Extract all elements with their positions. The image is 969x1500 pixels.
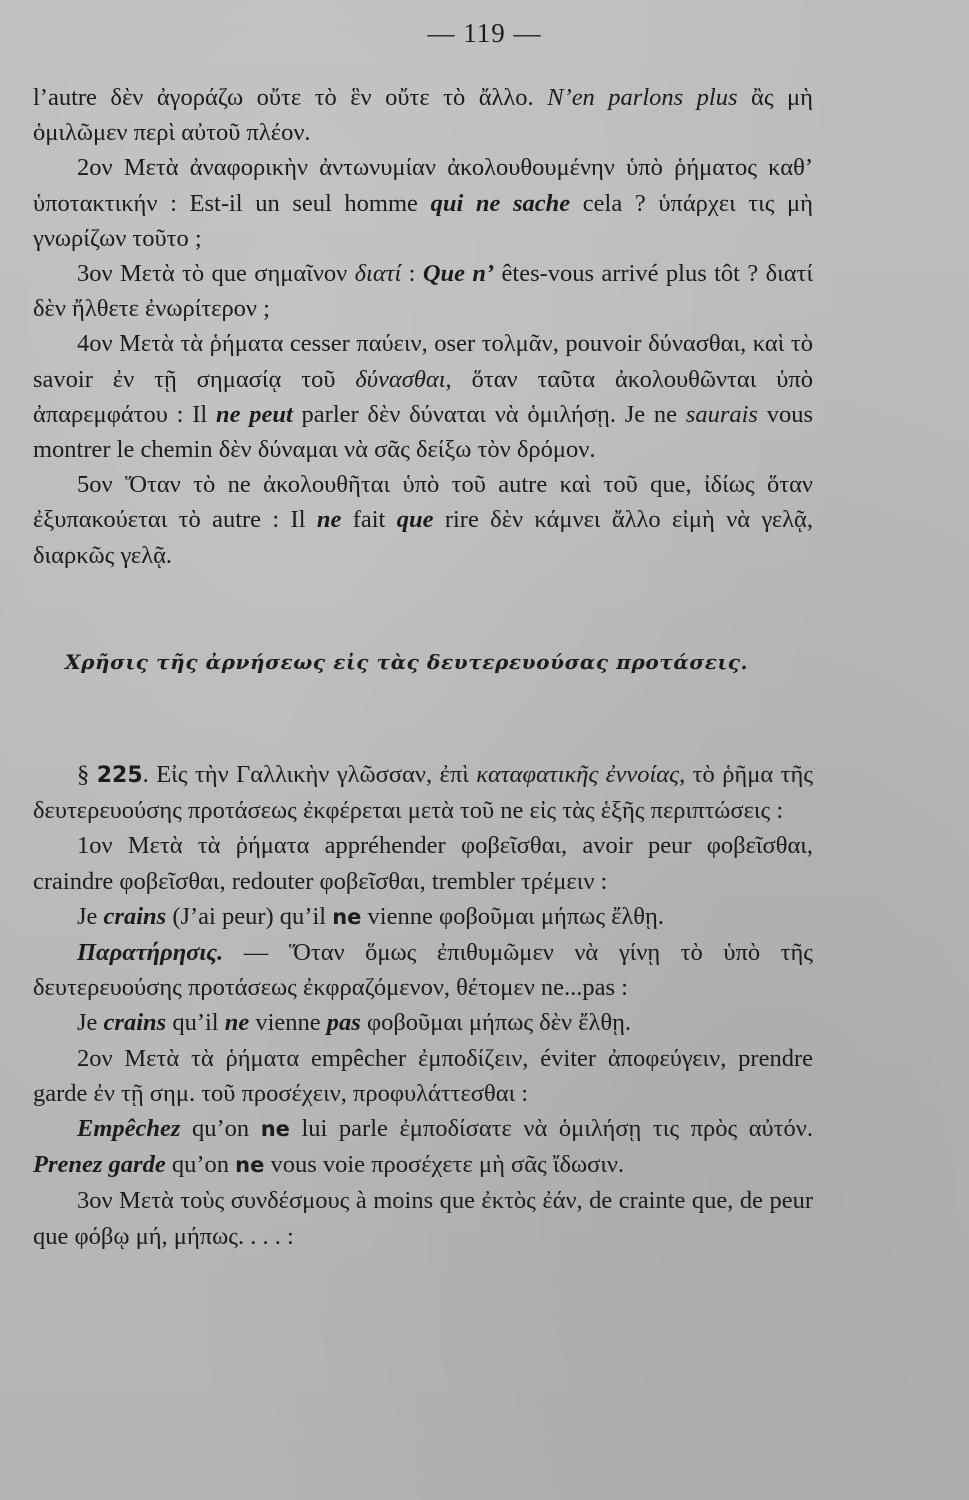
text-run: , ὅταν ταῦτα ἀκολουθῶνται ὑπὸ ἀπαρεμφάτου : Il [33,365,813,428]
text-run: — Ὅταν ὅμως ἐπιθυμῶμεν νὰ γίνῃ τὸ ὑπὸ τῆς δευτερευούσης προτάσεως ἐκφραζόμενον, θέτομεν ne...pas : [33,939,813,1002]
text-run: lui parle ἐμποδίσατε νὰ ὁμιλήσῃ τις πρὸς αὐτόν. [289,1115,813,1143]
page-number: — 119 — [427,18,542,48]
french-example: ne [316,506,342,534]
text-run: 1ον Μετὰ τὰ ῥήματα appréhender φοβεῖσθαι, avoir peur φοβεῖσθαι, craindre φοβεῖσθαι, redouter φοβεῖσθαι, trembler τρέμειν : [33,832,813,895]
text-run: fait [341,506,397,534]
french-example: N’en parlons plus [547,84,738,111]
example-line-3 [33,1111,813,1183]
french-example: Prenez garde [33,1151,166,1179]
text-run: 2ον Μετὰ ἀναφορικὴν ἀντωνυμίαν ἀκολουθουμένην ὑπὸ ῥήματος καθ’ ὑποτακτικήν : Est-il un seul homme [33,154,813,217]
negation-particle: ne [235,1153,265,1178]
negation-particle: ne [260,1117,290,1142]
text-run: vienne [249,1009,327,1037]
text-block-lower [33,757,813,1254]
paragraph-case-3 [33,1183,813,1253]
paragraph-number: 225 [96,763,143,788]
paragraph-case-1 [33,828,813,898]
paragraph-225 [33,757,813,828]
text-run: 4ον Μετὰ τὰ ῥήματα cesser παύειν, oser τολμᾶν, pouvoir δύνασθαι, καὶ τὸ savoir ἐν τῇ σημασίᾳ τοῦ [33,330,813,393]
text-run: : [401,260,423,288]
text-run: Je [77,902,104,930]
french-example: Que n’ [422,260,495,288]
french-example: ne [224,1009,250,1037]
french-example: saurais [685,400,758,428]
section-heading: Χρῆσις τῆς ἀρνήσεως εἰς τὰς δευτερευούσας προτάσεις. [65,650,749,674]
paragraph-continuation [33,80,813,150]
text-run: , τὸ ῥῆμα τῆς δευτερευούσης προτάσεως ἐκφέρεται μετὰ τοῦ ne εἰς τὰς ἑξῆς περιπτώσεις : [33,761,814,825]
french-example: Empêchez [77,1115,181,1143]
french-example: que [396,506,434,534]
paragraph-rule-2 [33,150,813,256]
paragraph-note [33,935,813,1005]
text-run: 2ον Μετὰ τὰ ῥήματα empêcher ἐμποδίζειν, éviter ἀποφεύγειν, prendre garde ἐν τῇ σημ. τοῦ προσέχειν, προφυλάττεσθαι : [33,1044,813,1107]
text-run: qu’on [165,1151,236,1179]
french-example: crains [103,902,167,930]
text-run: Je [77,1009,104,1037]
text-run: vous montrer le chemin δὲν δύναμαι νὰ σᾶς δείξω τὸν δρόμον. [33,400,813,464]
french-example: pas [326,1009,361,1037]
text-run: 3ον Μετὰ τὸ que σημαῖνον [77,260,355,288]
text-run: êtes-vous arrivé plus tôt ? διατί δὲν ἤλθετε ἐνωρίτερον ; [33,260,813,323]
text-run: 5ον Ὅταν τὸ ne ἀκολουθῆται ὑπὸ τοῦ autre καὶ τοῦ que, ἰδίως ὅταν ἐξυπακούεται τὸ autre : Il [33,471,813,534]
text-run: qu’il [166,1009,225,1037]
text-run: φοβοῦμαι μήπως δὲν ἔλθῃ. [360,1009,632,1037]
negation-particle: ne [332,904,362,929]
text-run: cela ? ὑπάρχει τις μὴ γνωρίζων τοῦτο ; [33,189,813,252]
example-line-2 [33,1005,813,1040]
french-example: ne peut [215,400,293,428]
greek-term: καταφατικῆς ἐννοίας [476,761,680,788]
section-sign: § [77,761,97,788]
paragraph-rule-5 [33,467,813,573]
example-line-1 [33,899,813,935]
french-example: crains [103,1009,167,1037]
greek-term: διατί [354,260,402,288]
text-run: . Εἰς τὴν Γαλλικὴν γλῶσσαν, ἐπὶ [142,761,477,788]
paragraph-rule-3 [33,256,813,326]
paragraph-rule-4 [33,326,813,467]
text-run: vous voie προσέχετε μὴ σᾶς ἴδωσιν. [264,1151,625,1179]
text-run: 3ον Μετὰ τοὺς συνδέσμους à moins que ἐκτὸς ἐάν, de crainte que, de peur que φόβῳ μή, μήπως. . . . : [33,1187,813,1250]
french-example: qui ne sache [430,189,571,217]
text-run: rire δὲν κάμνει ἄλλο εἰμὴ νὰ γελᾷ, διαρκῶς γελᾷ. [33,506,813,569]
paragraph-case-2 [33,1041,813,1111]
text-run: ἂς μὴ ὁμιλῶμεν περὶ αὐτοῦ πλέον. [33,84,813,147]
greek-term: δύνασθαι [355,365,446,393]
text-run: qu’on [180,1115,261,1143]
text-block-upper [33,80,813,573]
text-run: parler δὲν δύναται νὰ ὁμιλήσῃ. Je ne [292,400,686,428]
text-run: (J’ai peur) qu’il [166,902,333,930]
text-run: vienne φοβοῦμαι μήπως ἔλθῃ. [361,902,664,930]
note-label: Παρατήρησις. [77,939,224,967]
text-run: l’autre δὲν ἀγοράζω οὔτε τὸ ἓν οὔτε τὸ ἄλλο. [33,84,548,111]
